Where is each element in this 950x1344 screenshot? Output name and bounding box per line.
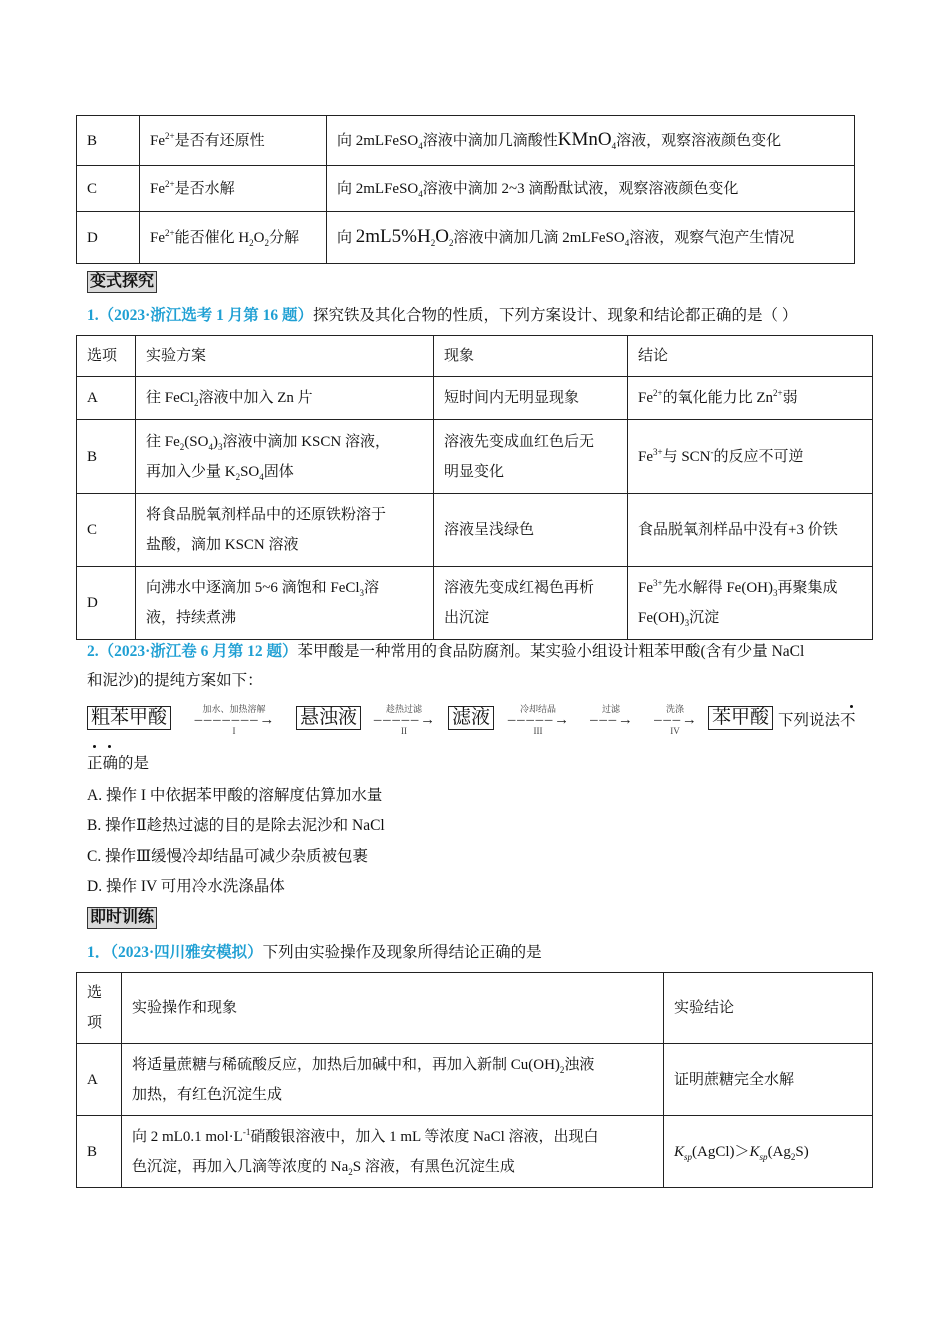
header-conclusion: 实验结论	[664, 973, 873, 1044]
top-table	[76, 115, 855, 264]
table-row	[77, 1044, 873, 1116]
option-cell: B	[77, 420, 136, 494]
table-row	[77, 116, 855, 166]
phenomenon-cell: 溶液呈浅绿色	[434, 494, 628, 567]
header-operation: 实验操作和现象	[122, 973, 664, 1044]
conclusion-cell: $Fe^{2+}$的氧化能力比 $Zn^{2+}$弱	[628, 377, 873, 420]
conclusion-cell: $Fe^{3+}$与 SCN-的反应不可逆	[628, 420, 873, 494]
option-cell: A	[77, 377, 136, 420]
question-text: 苯甲酸是一种常用的食品防腐剂。某实验小组设计粗苯甲酸(含有少量 NaCl	[297, 643, 805, 660]
table-header-row	[77, 973, 873, 1044]
conclusion-cell: $Fe^{3+}$先水解得 $Fe(OH)_3$再聚集成 $Fe(OH)_3$沉淀	[628, 567, 873, 640]
plan-cell: 往 FeCl$_2$溶液中加入 Zn 片	[136, 377, 434, 420]
option-a: A. 操作 I 中依据苯甲酸的溶解度估算加水量	[87, 787, 383, 804]
plan-cell: 往 $Fe_2(SO_4)_3$溶液中滴加 KSCN 溶液， 再加入少量 $K_2SO_4$固体	[136, 420, 434, 494]
plan-cell: 将食品脱氧剂样品中的还原铁粉溶于 盐酸，滴加 KSCN 溶液	[136, 494, 434, 567]
emphasis-dot	[850, 705, 853, 708]
phenomenon-cell: 溶液先变成红褐色再析 出沉淀	[434, 567, 628, 640]
table-row	[77, 212, 855, 264]
table-row	[77, 1116, 873, 1188]
header-plan: 实验方案	[136, 336, 434, 377]
arrow-icon: – – – – – →	[507, 712, 569, 728]
table-row	[77, 494, 873, 567]
header-option: 选项	[77, 336, 136, 377]
option-cell: C	[77, 166, 140, 212]
table-header-row	[77, 336, 873, 377]
phenomenon-cell: 溶液先变成血红色后无 明显变化	[434, 420, 628, 494]
question-3-table	[76, 972, 873, 1188]
question-text: 下列由实验操作及现象所得结论正确的是	[262, 944, 542, 961]
purpose-cell: $Fe^{2+}$是否水解	[140, 166, 327, 212]
header-conclusion: 结论	[628, 336, 873, 377]
flow-box-crude: 粗苯甲酸	[87, 706, 171, 730]
flow-box-filtrate: 滤液	[448, 706, 494, 730]
question-1-table	[76, 335, 873, 640]
plan-cell: 向 2mLFeSO$_4$溶液中滴加 2~3 滴酚酞试液，观察溶液颜色变化	[327, 166, 855, 212]
flow-step-1: 加水、加热溶解 – – – – – – – → I	[178, 704, 290, 736]
question-3-stem	[87, 942, 542, 964]
question-source: 2.（2023·浙江卷 6 月第 12 题）	[87, 643, 298, 660]
arrow-icon: – – – →	[654, 712, 696, 728]
question-text: 探究铁及其化合物的性质，下列方案设计、现象和结论都正确的是（ ）	[313, 307, 798, 324]
operation-cell: 将适量蔗糖与稀硫酸反应，加热后加碱中和，再加入新制 $Cu(OH)_2$浊液 加热，有红色沉淀生成	[122, 1044, 664, 1116]
phenomenon-cell: 短时间内无明显现象	[434, 377, 628, 420]
option-cell: B	[77, 116, 140, 166]
operation-cell: 向 2 mL0.1 $mol\cdot L^{-1}$硝酸银溶液中，加入 1 mL 等浓度 NaCl 溶液，出现白 色沉淀，再加入几滴等浓度的 $Na_2S$ 溶液，有黑色沉淀生成	[122, 1116, 664, 1188]
emphasis-dot	[93, 745, 96, 748]
section-title-practice: 即时训练	[87, 907, 157, 929]
option-cell: C	[77, 494, 136, 567]
conclusion-cell: 食品脱氧剂样品中没有+3 价铁	[628, 494, 873, 567]
table-row	[77, 377, 873, 420]
question-source: 1.（2023·浙江选考 1 月第 16 题）	[87, 307, 314, 324]
arrow-icon: – – – – – →	[373, 712, 435, 728]
plan-cell: 向沸水中逐滴加 5~6 滴饱和 FeCl$_3$溶 液，持续煮沸	[136, 567, 434, 640]
option-b: B. 操作Ⅱ趁热过滤的目的是除去泥沙和 NaCl	[87, 817, 385, 834]
conclusion-cell: 证明蔗糖完全水解	[664, 1044, 873, 1116]
question-source: 1．（2023·四川雅安模拟）	[87, 944, 263, 961]
flow-step-3: 冷却结晶 – – – – – → III	[498, 704, 578, 736]
option-cell: D	[77, 567, 136, 640]
flow-step-2: 趁热过滤 – – – – – → II	[364, 704, 444, 736]
question-1-stem	[87, 305, 797, 327]
header-option: 选 项	[77, 973, 122, 1044]
question-2-stem-end: 正确的是	[87, 755, 150, 772]
header-phenomenon: 现象	[434, 336, 628, 377]
option-cell: B	[77, 1116, 122, 1188]
plan-cell: 向 2mLFeSO$_4$溶液中滴加几滴酸性KMnO$_4$溶液，观察溶液颜色变化	[327, 116, 855, 166]
flow-box-suspension: 悬浊液	[296, 706, 361, 730]
section-title-variant: 变式探究	[87, 271, 157, 293]
option-c: C. 操作Ⅲ缓慢冷却结晶可减少杂质被包裹	[87, 848, 369, 865]
purpose-cell: $Fe^{2+}$能否催化 $H_2O_2$分解	[140, 212, 327, 264]
conclusion-cell: $K_{sp}(AgCl)>K_{sp}(Ag_2S)$	[664, 1116, 873, 1188]
flow-step-5: 洗涤 – – – → IV	[644, 704, 706, 736]
flow-step-4: 过滤 – – – →	[582, 704, 640, 726]
option-cell: D	[77, 212, 140, 264]
table-row	[77, 420, 873, 494]
question-2-stem-cont: 和泥沙)的提纯方案如下：	[87, 672, 263, 689]
option-d: D. 操作 IV 可用冷水洗涤晶体	[87, 878, 285, 895]
arrow-icon: – – – – – – – →	[194, 712, 274, 728]
plan-cell: 向 $2mL5\%H_2O_2$溶液中滴加几滴 2mLFeSO$_4$溶液，观察气泡产生情况	[327, 212, 855, 264]
arrow-icon: – – – →	[590, 712, 632, 728]
question-2-stem	[87, 641, 804, 663]
purpose-cell: $Fe^{2+}$是否有还原性	[140, 116, 327, 166]
option-cell: A	[77, 1044, 122, 1116]
emphasis-dot	[108, 745, 111, 748]
table-row	[77, 567, 873, 640]
flow-tail-text: 下列说法不	[778, 712, 856, 729]
table-row	[77, 166, 855, 212]
flow-box-product: 苯甲酸	[708, 706, 773, 730]
